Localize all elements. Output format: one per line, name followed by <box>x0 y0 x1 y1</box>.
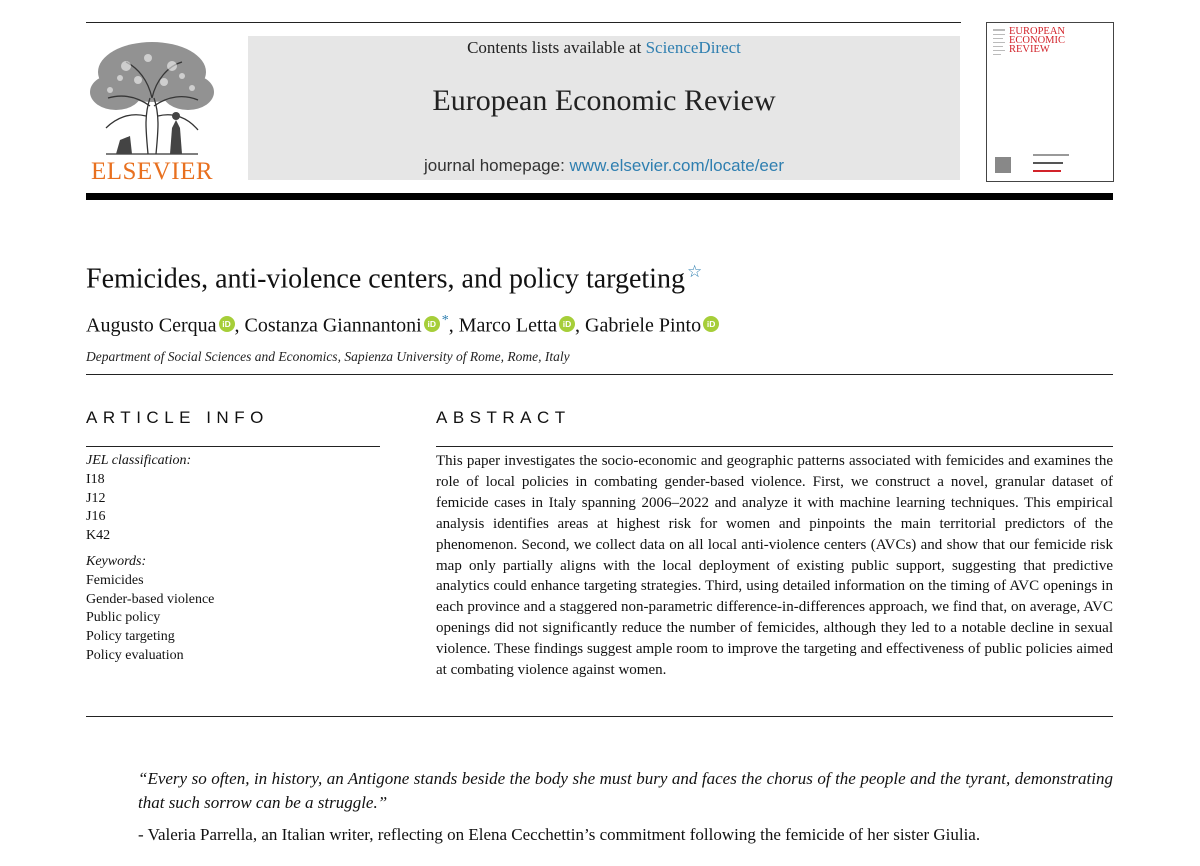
author-name[interactable]: Marco Letta <box>458 314 558 337</box>
epigraph-attribution: - Valeria Parrella, an Italian writer, reflecting on Elena Cecchettin’s commitment following the femicide of her sister Giulia. <box>138 825 981 844</box>
publisher-logo[interactable] <box>86 36 218 184</box>
author-list <box>86 313 719 338</box>
keyword-item: Gender-based violence <box>86 591 215 607</box>
cover-art-icon <box>987 23 1113 181</box>
article-title <box>86 262 702 295</box>
contents-prefix: Contents lists available at <box>467 38 642 57</box>
orcid-icon[interactable]: iD <box>559 316 575 332</box>
journal-cover-thumbnail[interactable] <box>986 22 1114 182</box>
orcid-icon[interactable]: iD <box>424 316 440 332</box>
header-thick-rule <box>86 193 1113 200</box>
keyword-item: Policy targeting <box>86 629 175 645</box>
abstract-heading: ABSTRACT <box>436 408 571 427</box>
star-icon[interactable]: ☆ <box>686 262 703 281</box>
abstract-bottom-rule <box>86 716 1113 717</box>
header-top-rule <box>86 22 961 23</box>
article-info-heading: ARTICLE INFO <box>86 408 269 427</box>
keyword-item: Public policy <box>86 610 161 626</box>
article-info-rule <box>86 446 380 447</box>
journal-masthead <box>248 36 960 180</box>
jel-label: JEL classification: <box>86 453 192 468</box>
abstract-text: This paper investigates the socio-economic and geographic patterns associated with femicides and examines the role of local policies in combating gender-based violence. First, we construct a novel, granular dataset of femicide cases in Italy spanning 2006–2022 and analyze it with machine learning techniques. This empirical analysis identifies areas at highest risk for women and pinpoints the main territorial predictors of the phenomenon. Second, we collect data on all local anti-violence centers (AVCs) and show that our femicide risk map only partially aligns with the local deployment of existing public support, suggesting that predictive analytics could enhance targeting strategies. Third, using detailed information on the timing of AVC openings in each province and a staggered non-parametric difference-in-differences approach, we find that, on average, AVC openings did not significantly reduce the number of femicides, although they led to a notable decline in sexual violence. These findings suggest ample room to improve the targeting and effectiveness of public policies aimed at combating violence against women. <box>436 453 1113 679</box>
jel-code: J12 <box>86 490 106 506</box>
homepage-line <box>248 156 960 176</box>
info-gap <box>86 546 376 553</box>
keywords-label: Keywords: <box>86 553 147 569</box>
jel-code: J16 <box>86 509 106 525</box>
author-separator: , <box>448 314 454 337</box>
title-block-rule <box>86 374 1113 375</box>
article-info-panel <box>86 452 376 666</box>
corresponding-author-mark[interactable]: * <box>441 313 449 328</box>
epigraph-quote: “Every so often, in history, an Antigone stands beside the body she must bury and faces the chorus of the people and the tyrant, demonstrating that such sorrow can be a struggle.” <box>138 769 1113 812</box>
abstract-rule <box>436 446 1113 447</box>
contents-line <box>248 38 960 58</box>
homepage-prefix: journal homepage: <box>423 156 565 175</box>
orcid-icon[interactable]: iD <box>703 316 719 332</box>
author-name[interactable]: Costanza Giannantoni <box>244 314 422 337</box>
author-separator: , <box>575 314 581 337</box>
orcid-icon[interactable]: iD <box>219 316 235 332</box>
author-name[interactable]: Gabriele Pinto <box>585 314 702 337</box>
author-separator: , <box>234 314 240 337</box>
tree-emblem-icon <box>86 36 218 158</box>
journal-title: European Economic Review <box>432 84 776 117</box>
jel-code: K42 <box>86 528 111 544</box>
author-name[interactable]: Augusto Cerqua <box>86 314 217 337</box>
keyword-item: Femicides <box>86 572 144 588</box>
cover-title: EUROPEAN ECONOMIC REVIEW <box>1009 26 1066 55</box>
keyword-item: Policy evaluation <box>86 647 184 663</box>
journal-homepage-link[interactable]: www.elsevier.com/locate/eer <box>569 156 785 175</box>
publisher-wordmark: ELSEVIER <box>90 158 214 185</box>
jel-code: I18 <box>86 471 105 487</box>
sciencedirect-link[interactable]: ScienceDirect <box>645 38 741 57</box>
affiliation: Department of Social Sciences and Economics, Sapienza University of Rome, Rome, Italy <box>86 349 570 364</box>
article-title-text: Femicides, anti-violence centers, and policy targeting <box>86 263 685 295</box>
